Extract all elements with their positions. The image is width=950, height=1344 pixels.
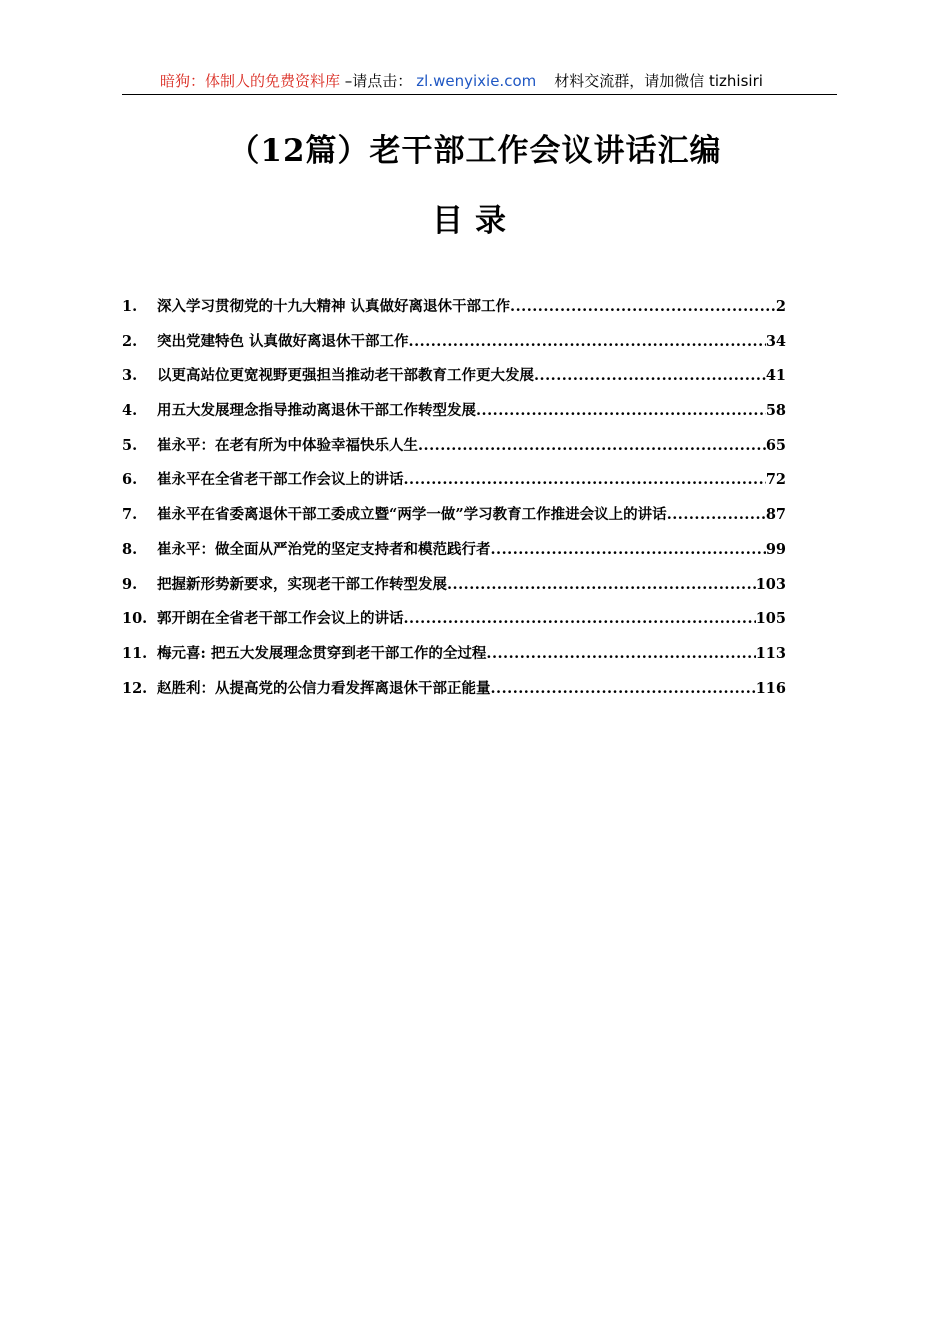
toc-dot-leader [534, 363, 766, 389]
toc-item-number: 4. [122, 402, 138, 420]
toc-item-title: 梅元喜: 把五大发展理念贯穿到老干部工作的全过程 [157, 644, 487, 662]
toc-item[interactable] [122, 363, 786, 398]
toc-dot-leader [447, 572, 756, 598]
toc-item-title: 赵胜利：从提高党的公信力看发挥离退休干部正能量 [157, 679, 491, 697]
toc-item-page: 65 [765, 436, 786, 454]
toc-item-number: 12. [122, 679, 148, 697]
header-separator: –请点击： [340, 72, 413, 90]
toc-item-page: 2 [775, 298, 786, 315]
toc-item-number: 3. [122, 367, 138, 385]
toc-item[interactable] [122, 641, 786, 676]
toc-item-page: 58 [765, 402, 786, 420]
toc-dot-leader [404, 467, 766, 493]
toc-item-title: 崔永平：做全面从严治党的坚定支持者和模范践行者 [157, 540, 491, 558]
toc-item[interactable] [122, 537, 786, 572]
toc-item-title: 深入学习贯彻党的十九大精神 认真做好离退休干部工作 [157, 298, 511, 315]
toc-item[interactable] [122, 294, 786, 329]
toc-item-number: 1. [122, 298, 138, 315]
document-title: （12篇）老干部工作会议讲话汇编 [228, 133, 722, 169]
table-of-contents [122, 294, 786, 710]
toc-item-number: 5. [122, 436, 138, 454]
toc-item-title: 以更高站位更宽视野更强担当推动老干部教育工作更大发展 [157, 367, 534, 385]
toc-item[interactable] [122, 572, 786, 607]
toc-item-title: 崔永平在全省老干部工作会议上的讲话 [157, 471, 404, 489]
toc-heading: 目录 [432, 203, 518, 239]
toc-item-page: 41 [765, 367, 786, 385]
toc-item-number: 2. [122, 332, 138, 350]
header-contact: 材料交流群，请加微信 tizhisiri [554, 72, 763, 90]
toc-item-title: 崔永平：在老有所为中体验幸福快乐人生 [157, 436, 418, 454]
toc-dot-leader [404, 606, 756, 632]
toc-item[interactable] [122, 398, 786, 433]
toc-item[interactable] [122, 433, 786, 468]
toc-item-page: 103 [755, 575, 786, 593]
toc-item-title: 崔永平在省委离退休干部工委成立暨“两学一做”学习教育工作推进会议上的讲话 [157, 506, 667, 524]
toc-item-number: 6. [122, 471, 138, 489]
toc-item[interactable] [122, 467, 786, 502]
toc-dot-leader [667, 502, 766, 528]
toc-dot-leader [418, 433, 766, 459]
toc-dot-leader [510, 294, 776, 320]
toc-dot-leader [491, 676, 756, 702]
toc-item-page: 72 [765, 471, 786, 489]
toc-item[interactable] [122, 329, 786, 364]
toc-item-number: 8. [122, 540, 138, 558]
toc-item-page: 105 [755, 610, 786, 628]
toc-item[interactable] [122, 502, 786, 537]
toc-item-page: 113 [755, 644, 786, 662]
toc-item-page: 87 [765, 506, 786, 524]
toc-item-page: 116 [755, 679, 786, 697]
toc-item-number: 7. [122, 506, 138, 524]
toc-item-title: 把握新形势新要求，实现老干部工作转型发展 [157, 575, 447, 593]
toc-item-title: 用五大发展理念指导推动离退休干部工作转型发展 [157, 402, 476, 420]
toc-item-title: 郭开朗在全省老干部工作会议上的讲话 [157, 610, 404, 628]
toc-item[interactable] [122, 606, 786, 641]
toc-item-number: 11. [122, 644, 148, 662]
toc-item-page: 34 [765, 332, 786, 350]
toc-item-title: 突出党建特色 认真做好离退休干部工作 [157, 332, 409, 350]
toc-item-number: 10. [122, 610, 148, 628]
toc-dot-leader [409, 329, 766, 355]
toc-item-number: 9. [122, 575, 138, 593]
toc-item-page: 99 [765, 540, 786, 558]
page-header [122, 70, 837, 95]
header-link[interactable]: zl.wenyixie.com [416, 72, 537, 90]
header-brand: 暗狗：体制人的免费资料库 [160, 72, 341, 90]
toc-dot-leader [491, 537, 766, 563]
toc-item[interactable] [122, 676, 786, 711]
toc-dot-leader [476, 398, 766, 424]
toc-dot-leader [486, 641, 755, 667]
